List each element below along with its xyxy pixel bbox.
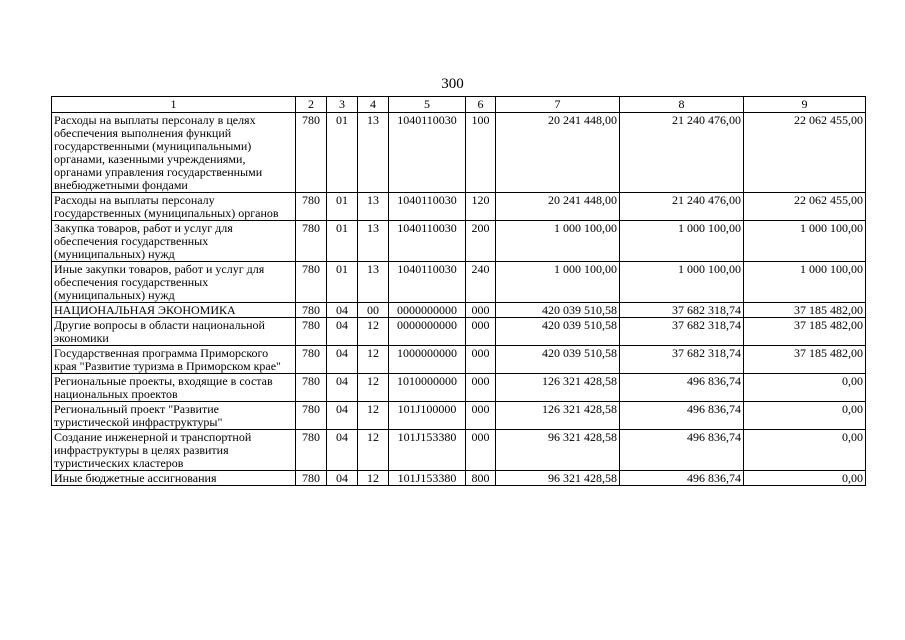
amount-col-8: 37 682 318,74	[620, 318, 744, 346]
target-article-code: 0000000000	[389, 303, 466, 318]
header-row	[52, 97, 866, 113]
admin-code: 780	[296, 374, 327, 402]
table-row	[52, 113, 866, 193]
table-row	[52, 402, 866, 430]
table-row	[52, 471, 866, 486]
subsection-code: 13	[358, 221, 389, 262]
expense-type-code: 000	[466, 430, 496, 471]
expense-type-code: 100	[466, 113, 496, 193]
section-code: 01	[327, 113, 358, 193]
amount-col-7: 420 039 510,58	[496, 303, 620, 318]
admin-code: 780	[296, 402, 327, 430]
row-name: Закупка товаров, работ и услуг для обеспечения государственных (муниципальных) нужд	[52, 221, 296, 262]
amount-col-9: 1 000 100,00	[744, 221, 866, 262]
column-header: 8	[620, 97, 744, 113]
table-row	[52, 430, 866, 471]
page-number: 300	[441, 76, 464, 92]
subsection-code: 00	[358, 303, 389, 318]
amount-col-7: 20 241 448,00	[496, 193, 620, 221]
expense-type-code: 800	[466, 471, 496, 486]
amount-col-7: 1 000 100,00	[496, 262, 620, 303]
admin-code: 780	[296, 430, 327, 471]
table-row	[52, 221, 866, 262]
admin-code: 780	[296, 221, 327, 262]
subsection-code: 12	[358, 318, 389, 346]
expense-type-code: 000	[466, 346, 496, 374]
section-code: 04	[327, 318, 358, 346]
column-header: 3	[327, 97, 358, 113]
row-name: Иные закупки товаров, работ и услуг для обеспечения государственных (муниципальных) нужд	[52, 262, 296, 303]
section-code: 04	[327, 402, 358, 430]
expense-type-code: 120	[466, 193, 496, 221]
amount-col-9: 1 000 100,00	[744, 262, 866, 303]
subsection-code: 13	[358, 262, 389, 303]
column-header: 1	[52, 97, 296, 113]
table-row	[52, 346, 866, 374]
target-article-code: 1040110030	[389, 262, 466, 303]
admin-code: 780	[296, 346, 327, 374]
amount-col-7: 96 321 428,58	[496, 471, 620, 486]
subsection-code: 13	[358, 113, 389, 193]
subsection-code: 12	[358, 346, 389, 374]
expense-type-code: 000	[466, 374, 496, 402]
admin-code: 780	[296, 113, 327, 193]
table-row	[52, 193, 866, 221]
row-name: Создание инженерной и транспортной инфраструктуры в целях развития туристических кластеров	[52, 430, 296, 471]
budget-table	[51, 96, 866, 486]
amount-col-8: 496 836,74	[620, 402, 744, 430]
subsection-code: 12	[358, 430, 389, 471]
row-name: Региональный проект "Развитие туристической инфраструктуры"	[52, 402, 296, 430]
amount-col-7: 126 321 428,58	[496, 402, 620, 430]
row-name: Расходы на выплаты персоналу государственных (муниципальных) органов	[52, 193, 296, 221]
amount-col-8: 1 000 100,00	[620, 221, 744, 262]
section-code: 04	[327, 346, 358, 374]
amount-col-8: 21 240 476,00	[620, 193, 744, 221]
row-name: Расходы на выплаты персоналу в целях обеспечения выполнения функций государственными (муниципальными) органами, казенными учреждениями, органами управления государственными внебюджетными фондами	[52, 113, 296, 193]
row-name: Государственная программа Приморского края "Развитие туризма в Приморском крае"	[52, 346, 296, 374]
amount-col-7: 96 321 428,58	[496, 430, 620, 471]
expense-type-code: 000	[466, 402, 496, 430]
column-header: 2	[296, 97, 327, 113]
target-article-code: 101J100000	[389, 402, 466, 430]
expense-type-code: 240	[466, 262, 496, 303]
subsection-code: 12	[358, 402, 389, 430]
expense-type-code: 200	[466, 221, 496, 262]
amount-col-8: 496 836,74	[620, 430, 744, 471]
section-code: 04	[327, 303, 358, 318]
amount-col-8: 496 836,74	[620, 471, 744, 486]
amount-col-7: 420 039 510,58	[496, 318, 620, 346]
target-article-code: 1040110030	[389, 113, 466, 193]
section-code: 01	[327, 221, 358, 262]
row-name: Региональные проекты, входящие в состав национальных проектов	[52, 374, 296, 402]
table-row	[52, 262, 866, 303]
row-name: Иные бюджетные ассигнования	[52, 471, 296, 486]
admin-code: 780	[296, 318, 327, 346]
amount-col-9: 22 062 455,00	[744, 113, 866, 193]
column-header: 6	[466, 97, 496, 113]
target-article-code: 1010000000	[389, 374, 466, 402]
column-header: 9	[744, 97, 866, 113]
amount-col-9: 0,00	[744, 430, 866, 471]
target-article-code: 0000000000	[389, 318, 466, 346]
admin-code: 780	[296, 303, 327, 318]
column-header: 7	[496, 97, 620, 113]
target-article-code: 101J153380	[389, 471, 466, 486]
amount-col-8: 37 682 318,74	[620, 346, 744, 374]
amount-col-8: 21 240 476,00	[620, 113, 744, 193]
admin-code: 780	[296, 262, 327, 303]
admin-code: 780	[296, 193, 327, 221]
target-article-code: 1040110030	[389, 193, 466, 221]
row-name: НАЦИОНАЛЬНАЯ ЭКОНОМИКА	[52, 303, 296, 318]
expense-type-code: 000	[466, 303, 496, 318]
target-article-code: 101J153380	[389, 430, 466, 471]
section-code: 04	[327, 471, 358, 486]
target-article-code: 1040110030	[389, 221, 466, 262]
subsection-code: 12	[358, 471, 389, 486]
row-name: Другие вопросы в области национальной экономики	[52, 318, 296, 346]
amount-col-9: 37 185 482,00	[744, 303, 866, 318]
column-header: 4	[358, 97, 389, 113]
amount-col-9: 37 185 482,00	[744, 346, 866, 374]
table-row	[52, 374, 866, 402]
subsection-code: 12	[358, 374, 389, 402]
amount-col-8: 37 682 318,74	[620, 303, 744, 318]
amount-col-8: 496 836,74	[620, 374, 744, 402]
section-code: 01	[327, 193, 358, 221]
column-header: 5	[389, 97, 466, 113]
table-row	[52, 318, 866, 346]
subsection-code: 13	[358, 193, 389, 221]
expense-type-code: 000	[466, 318, 496, 346]
amount-col-7: 1 000 100,00	[496, 221, 620, 262]
amount-col-7: 126 321 428,58	[496, 374, 620, 402]
section-code: 01	[327, 262, 358, 303]
admin-code: 780	[296, 471, 327, 486]
amount-col-9: 0,00	[744, 374, 866, 402]
amount-col-7: 420 039 510,58	[496, 346, 620, 374]
amount-col-9: 0,00	[744, 402, 866, 430]
amount-col-8: 1 000 100,00	[620, 262, 744, 303]
amount-col-9: 37 185 482,00	[744, 318, 866, 346]
table-row	[52, 303, 866, 318]
target-article-code: 1000000000	[389, 346, 466, 374]
section-code: 04	[327, 430, 358, 471]
amount-col-7: 20 241 448,00	[496, 113, 620, 193]
amount-col-9: 22 062 455,00	[744, 193, 866, 221]
amount-col-9: 0,00	[744, 471, 866, 486]
section-code: 04	[327, 374, 358, 402]
